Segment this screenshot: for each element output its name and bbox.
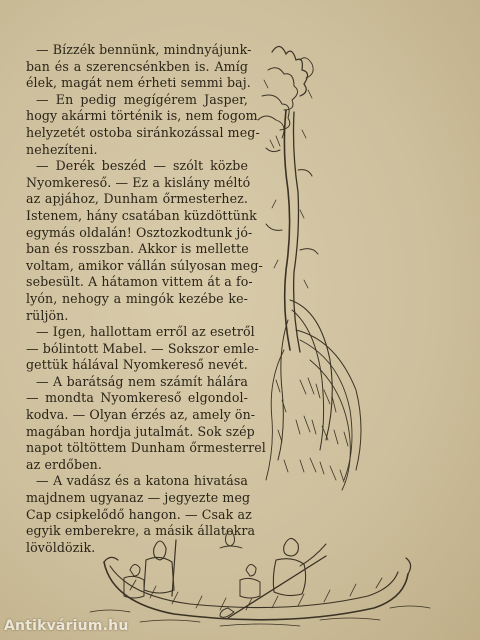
text-line: egymás oldalán! Osztozkodtunk jó- (26, 224, 253, 240)
text-line: ban és a szerencsénkben is. Amíg (26, 58, 248, 74)
text-line: hogy akármi történik is, nem fogom (26, 108, 258, 124)
paragraph (26, 373, 266, 474)
text-line: egyik emberekre, a másik állatokra (26, 523, 256, 539)
text-line: Cap csipkelődő hangon. — Csak az (26, 506, 252, 522)
text-line: Nyomkereső. — Ez a kislány méltó (26, 174, 251, 190)
text-line: — A barátság nem számít hálára (36, 373, 248, 389)
text-line: lyón, nehogy a mingók kezébe ke- (26, 290, 248, 306)
paragraph (26, 91, 260, 158)
text-line: — Igen, hallottam erről az esetről (36, 324, 255, 340)
text-line: kodva. — Olyan érzés az, amely ön- (26, 407, 256, 423)
text-line: lövöldözik. (26, 539, 96, 555)
text-line: sebesült. A hátamon vittem át a fo- (26, 274, 253, 290)
text-line: ban és rosszban. Akkor is mellette (26, 241, 249, 257)
text-line: — bólintott Mabel. — Sokszor emle- (26, 340, 259, 356)
text-line: gettük hálával Nyomkereső nevét. (26, 357, 248, 373)
text-line: napot töltöttem Dunham őrmesterrel (26, 440, 266, 456)
text-line: — A vadász és a katona hivatása (36, 473, 248, 489)
text-line: — Bízzék bennünk, mindnyájunk- (36, 42, 252, 57)
text-column (26, 42, 266, 556)
text-line: — En pedig megígérem Jasper, (36, 91, 248, 107)
text-line: helyzetét ostoba siránkozással meg- (26, 124, 260, 140)
text-line: magában hordja jutalmát. Sok szép (26, 423, 255, 439)
text-line: rüljön. (26, 307, 69, 323)
text-line: az apjához, Dunham őrmesterhez. (26, 191, 248, 207)
text-line: majdnem ugyanaz — jegyezte meg (26, 490, 251, 506)
text-line: Istenem, hány csatában küzdöttünk (26, 207, 257, 223)
paragraph (26, 473, 256, 556)
text-line: élek, magát nem érheti semmi baj. (26, 75, 251, 91)
paragraph (26, 324, 259, 374)
paragraph (26, 158, 263, 324)
text-line: nehezíteni. (26, 141, 98, 157)
watermark-logo: Antikvárium.hu (4, 618, 129, 634)
text-line: az erdőben. (26, 456, 102, 472)
paragraph (26, 42, 252, 92)
text-line: voltam, amikor vállán súlyosan meg- (26, 257, 263, 273)
text-line: — Derék beszéd — szólt közbe (36, 158, 248, 174)
text-line: — mondta Nyomkereső elgondol- (26, 390, 248, 406)
